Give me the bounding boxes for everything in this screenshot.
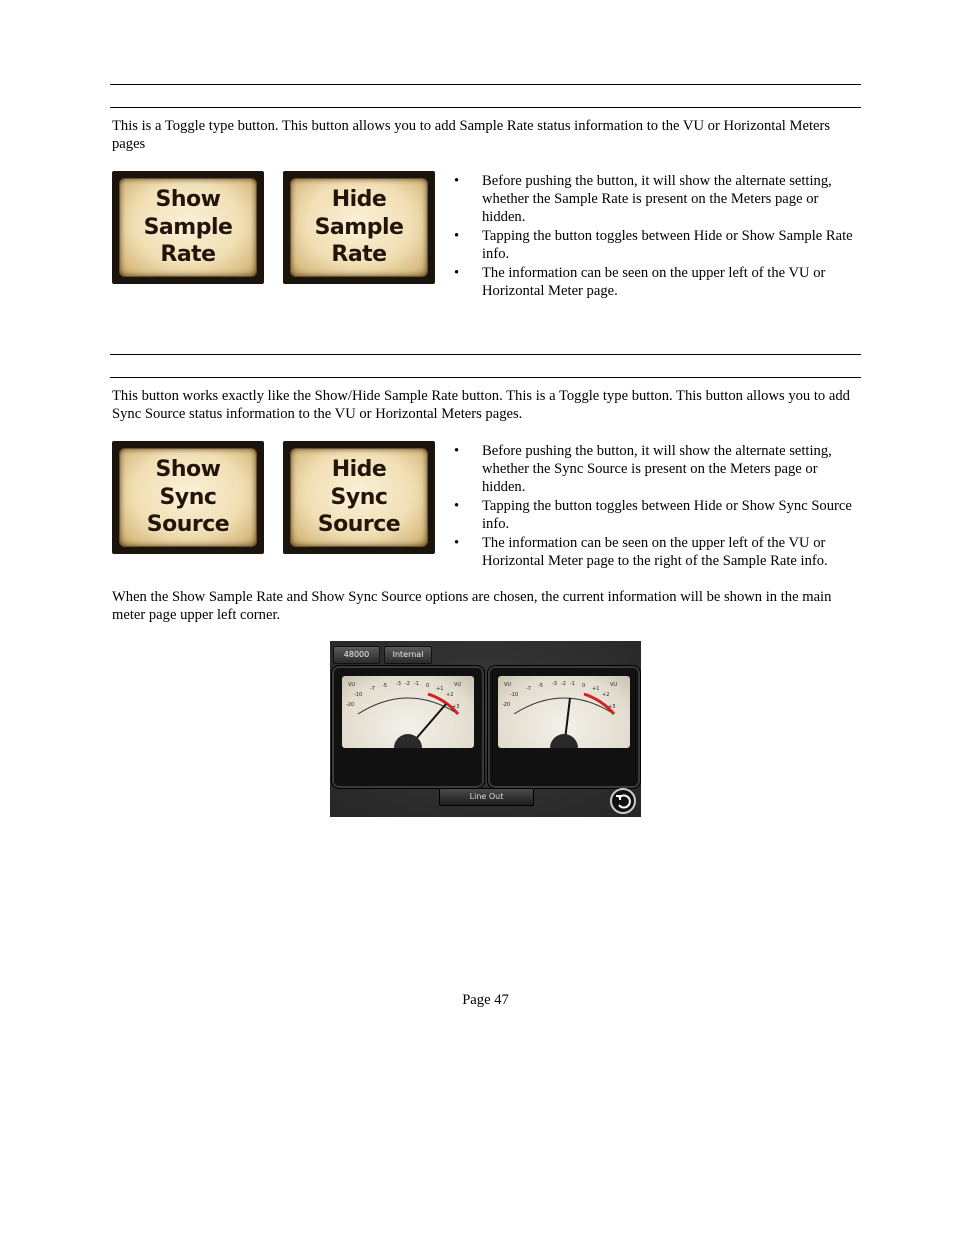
list-item: [454, 172, 858, 226]
button-line: Sample: [143, 214, 233, 240]
button-line: Sync: [159, 484, 217, 510]
scale-label: -1: [570, 681, 575, 687]
sample-rate-readout: 48000: [333, 646, 380, 664]
scale-label: 0: [582, 683, 586, 689]
scale-label: -10: [354, 692, 363, 698]
button-line: Rate: [160, 242, 216, 268]
vu-meter-left: [331, 665, 485, 789]
bullet-glyph: •: [454, 265, 460, 281]
list-item: [454, 497, 858, 533]
list-item-text: Before pushing the button, it will show the alternate setting, whether the Sample Rate is present on the Meters page or hidden.: [482, 173, 832, 225]
scale-label: +1: [592, 686, 600, 692]
scale-label: -7: [370, 686, 375, 692]
button-line: Sync: [330, 484, 388, 510]
scale-label: VU: [504, 682, 512, 688]
list-item: [454, 227, 858, 263]
scale-label: -3: [552, 681, 557, 687]
scale-label: 0: [426, 683, 430, 689]
scale-label: +1: [436, 686, 444, 692]
section2-top-rule: [110, 354, 861, 355]
list-item-text: The information can be seen on the upper left of the VU or Horizontal Meter page to the right of the Sample Rate info.: [482, 535, 828, 569]
section1-top-rule: [110, 84, 861, 85]
section2-bottom-rule: [110, 377, 861, 378]
sync-source-readout: Internal: [384, 646, 432, 664]
list-item-text: Tapping the button toggles between Hide or Show Sample Rate info.: [482, 228, 853, 262]
section2-bullet-list: [454, 442, 858, 571]
scale-label: -5: [382, 683, 387, 689]
page-number: Page 47: [462, 992, 509, 1008]
button-line: Source: [317, 512, 401, 538]
button-face: [291, 179, 427, 276]
scale-label: -10: [510, 692, 519, 698]
return-icon[interactable]: [610, 788, 636, 814]
button-face: [120, 179, 256, 276]
button-line: Hide: [331, 187, 387, 213]
vu-scale-graphic: [498, 676, 630, 748]
vu-dial: [498, 676, 630, 748]
scale-label: VU: [610, 682, 618, 688]
bullet-glyph: •: [454, 498, 460, 514]
hide-sample-rate-button[interactable]: [283, 171, 435, 284]
scale-label: -3: [396, 681, 401, 687]
scale-label: VU: [348, 682, 356, 688]
list-item-text: The information can be seen on the upper left of the VU or Horizontal Meter page.: [482, 265, 826, 299]
meter-page-screenshot: [330, 641, 641, 817]
scale-label: -1: [414, 681, 419, 687]
scale-label: +2: [446, 692, 454, 698]
section1-bullet-list: [454, 172, 858, 301]
line-out-button[interactable]: Line Out: [439, 788, 534, 806]
list-item: [454, 534, 858, 570]
vu-scale-graphic: [342, 676, 474, 748]
button-line: Hide: [331, 457, 387, 483]
button-face: [120, 449, 256, 546]
button-line: Sample: [314, 214, 404, 240]
button-line: Show: [155, 187, 221, 213]
bullet-glyph: •: [454, 535, 460, 551]
closing-paragraph: When the Show Sample Rate and Show Sync Source options are chosen, the current information will be shown in the main meter page upper left corner.: [112, 589, 832, 623]
scale-label: +3: [608, 704, 616, 710]
list-item-text: Before pushing the button, it will show the alternate setting, whether the Sync Source is present on the Meters page or hidden.: [482, 443, 832, 495]
scale-label: -7: [526, 686, 531, 692]
button-line: Source: [146, 512, 230, 538]
list-item: [454, 442, 858, 496]
scale-label: VU: [454, 682, 462, 688]
vu-dial: [342, 676, 474, 748]
scale-label: -2: [405, 681, 410, 687]
button-line: Rate: [331, 242, 387, 268]
scale-label: -2: [561, 681, 566, 687]
button-line: Show: [155, 457, 221, 483]
scale-label: +3: [452, 704, 460, 710]
bullet-glyph: •: [454, 443, 460, 459]
vu-meter-right: [487, 665, 641, 789]
section1-intro: This is a Toggle type button. This button allows you to add Sample Rate status information to the VU or Horizontal Meters pages: [112, 118, 831, 152]
show-sync-source-button[interactable]: [112, 441, 264, 554]
show-sample-rate-button[interactable]: [112, 171, 264, 284]
hide-sync-source-button[interactable]: [283, 441, 435, 554]
section2-intro: This button works exactly like the Show/Hide Sample Rate button. This is a Toggle type button. This button allows you to add Sync Source status information to the VU or Horizontal Meters pages.: [112, 388, 850, 422]
bullet-glyph: •: [454, 173, 460, 189]
button-face: [291, 449, 427, 546]
list-item: [454, 264, 858, 300]
scale-label: +2: [602, 692, 610, 698]
scale-label: -20: [346, 702, 355, 708]
section1-bottom-rule: [110, 107, 861, 108]
scale-label: -20: [502, 702, 511, 708]
list-item-text: Tapping the button toggles between Hide or Show Sync Source info.: [482, 498, 852, 532]
scale-label: -5: [538, 683, 543, 689]
bullet-glyph: •: [454, 228, 460, 244]
